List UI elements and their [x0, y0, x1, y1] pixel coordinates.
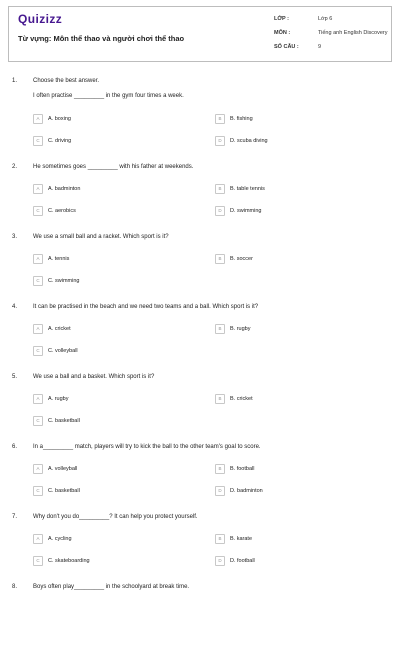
option-label: B. soccer — [230, 256, 253, 262]
answer-option[interactable] — [215, 534, 252, 544]
question-text: Boys often play_________ in the schoolyard at break time. — [33, 584, 190, 590]
option-label: C. skateboarding — [48, 558, 90, 564]
question-number: 8. — [12, 584, 18, 590]
question-number: 2. — [12, 164, 18, 170]
answer-option[interactable] — [33, 346, 78, 356]
answer-option[interactable] — [33, 206, 76, 216]
answer-option[interactable] — [215, 114, 253, 124]
answer-option[interactable] — [215, 206, 261, 216]
meta-value: Lớp 6 — [318, 16, 333, 22]
question-text-line2: I often practise _________ in the gym four times a week. — [33, 93, 184, 99]
question-number: 5. — [12, 374, 18, 380]
question-block — [0, 514, 400, 584]
option-letter-box: B — [215, 324, 225, 334]
answer-option[interactable] — [215, 184, 265, 194]
option-label: B. rugby — [230, 326, 251, 332]
option-letter-box: A — [33, 324, 43, 334]
answer-option[interactable] — [215, 486, 263, 496]
answer-option[interactable] — [215, 136, 268, 146]
answer-option[interactable] — [215, 254, 253, 264]
option-label: B. table tennis — [230, 186, 265, 192]
worksheet-title: Từ vựng: Môn thể thao và người chơi thể thao — [18, 34, 185, 43]
option-label: C. swimming — [48, 278, 80, 284]
question-number: 4. — [12, 304, 18, 310]
answer-option[interactable] — [33, 184, 80, 194]
option-letter-box: A — [33, 394, 43, 404]
question-text: He sometimes goes _________ with his father at weekends. — [33, 164, 194, 170]
option-letter-box: B — [215, 184, 225, 194]
option-letter-box: D — [215, 556, 225, 566]
option-letter-box: A — [33, 184, 43, 194]
option-label: A. boxing — [48, 116, 71, 122]
answer-option[interactable] — [33, 416, 80, 426]
question-number: 1. — [12, 78, 18, 84]
meta-row-count — [274, 44, 388, 58]
option-letter-box: D — [215, 486, 225, 496]
meta-label: SỐ CÂU : — [274, 44, 299, 50]
question-block — [0, 304, 400, 374]
question-text: We use a ball and a basket. Which sport is it? — [33, 374, 155, 380]
question-number: 3. — [12, 234, 18, 240]
option-label: D. scuba diving — [230, 138, 268, 144]
answer-option[interactable] — [33, 394, 68, 404]
option-letter-box: A — [33, 464, 43, 474]
meta-row-subject — [274, 30, 388, 44]
answer-option[interactable] — [33, 136, 71, 146]
answer-option[interactable] — [33, 114, 71, 124]
answer-option[interactable] — [33, 254, 69, 264]
answer-option[interactable] — [215, 324, 250, 334]
question-text: Choose the best answer. — [33, 78, 100, 84]
option-letter-box: B — [215, 254, 225, 264]
option-label: B. fishing — [230, 116, 253, 122]
question-block — [0, 444, 400, 514]
worksheet-header — [8, 6, 392, 62]
question-block — [0, 584, 400, 654]
option-label: A. cricket — [48, 326, 71, 332]
option-label: C. basketball — [48, 418, 80, 424]
option-letter-box: B — [215, 394, 225, 404]
question-text: We use a small ball and a racket. Which sport is it? — [33, 234, 169, 240]
question-block — [0, 164, 400, 234]
option-label: C. aerobics — [48, 208, 76, 214]
question-text: In a_________ match, players will try to kick the ball to the other team's goal to score. — [33, 444, 261, 450]
option-letter-box: A — [33, 254, 43, 264]
question-number: 6. — [12, 444, 18, 450]
option-label: A. badminton — [48, 186, 81, 192]
question-block — [0, 374, 400, 444]
meta-label: LỚP : — [274, 16, 289, 22]
answer-option[interactable] — [33, 534, 72, 544]
option-letter-box: C — [33, 416, 43, 426]
option-label: A. cycling — [48, 536, 72, 542]
option-label: B. cricket — [230, 396, 253, 402]
meta-row-grade — [274, 16, 388, 30]
answer-option[interactable] — [33, 556, 90, 566]
answer-option[interactable] — [33, 276, 79, 286]
answer-option[interactable] — [215, 464, 254, 474]
option-letter-box: C — [33, 276, 43, 286]
option-letter-box: B — [215, 114, 225, 124]
option-letter-box: C — [33, 206, 43, 216]
option-label: D. swimming — [230, 208, 262, 214]
question-text: Why don't you do_________? It can help you protect yourself. — [33, 514, 198, 520]
question-block — [0, 78, 400, 148]
meta-label: MÔN : — [274, 30, 291, 36]
option-label: C. volleyball — [48, 348, 78, 354]
option-letter-box: D — [215, 136, 225, 146]
question-text: It can be practised in the beach and we need two teams and a ball. Which sport is it? — [33, 304, 259, 310]
option-letter-box: C — [33, 486, 43, 496]
meta-value: Tiếng anh English Discovery — [318, 30, 388, 36]
answer-option[interactable] — [33, 464, 77, 474]
option-label: A. volleyball — [48, 466, 78, 472]
option-label: A. tennis — [48, 256, 70, 262]
answer-option[interactable] — [215, 394, 253, 404]
answer-option[interactable] — [33, 324, 71, 334]
quizizz-logo: Quizizz — [18, 12, 63, 26]
option-letter-box: D — [215, 206, 225, 216]
answer-option[interactable] — [33, 486, 80, 496]
option-letter-box: C — [33, 346, 43, 356]
option-label: B. karate — [230, 536, 253, 542]
option-label: C. driving — [48, 138, 72, 144]
question-number: 7. — [12, 514, 18, 520]
option-letter-box: C — [33, 136, 43, 146]
option-letter-box: A — [33, 534, 43, 544]
option-label: A. rugby — [48, 396, 69, 402]
meta-value: 9 — [318, 44, 322, 50]
option-label: D. football — [230, 558, 255, 564]
option-label: D. badminton — [230, 488, 263, 494]
option-label: C. basketball — [48, 488, 80, 494]
question-block — [0, 234, 400, 304]
answer-option[interactable] — [215, 556, 255, 566]
option-label: B. football — [230, 466, 255, 472]
option-letter-box: B — [215, 464, 225, 474]
worksheet-meta — [274, 16, 388, 58]
option-letter-box: A — [33, 114, 43, 124]
option-letter-box: C — [33, 556, 43, 566]
option-letter-box: B — [215, 534, 225, 544]
